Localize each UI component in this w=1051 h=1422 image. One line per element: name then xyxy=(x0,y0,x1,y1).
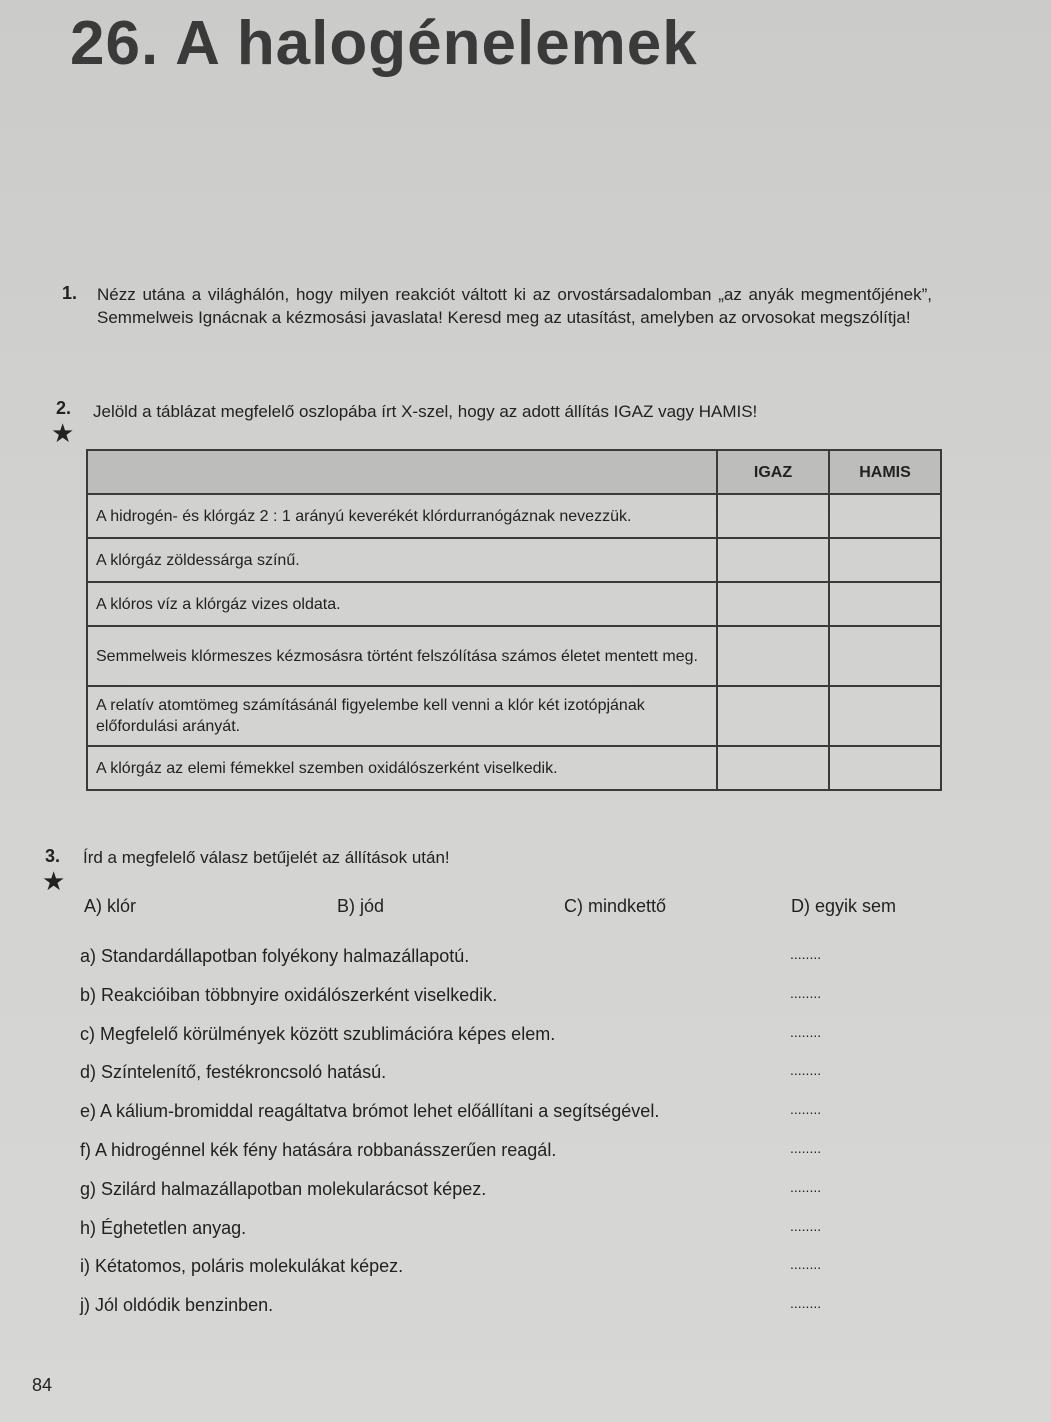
igaz-answer-cell[interactable] xyxy=(717,626,829,686)
question-3-number: 3. xyxy=(45,846,61,866)
table-row xyxy=(87,582,941,626)
star-icon: ★ xyxy=(42,866,66,896)
table-header-row xyxy=(87,450,941,494)
statement-text: g) Szilárd halmazállapotban molekularácsot képez. xyxy=(80,1178,487,1199)
answer-blank[interactable]: ........ xyxy=(790,984,822,1001)
page-number: 84 xyxy=(32,1375,53,1395)
table-header-hamis: HAMIS xyxy=(829,450,941,494)
igaz-answer-cell[interactable] xyxy=(717,582,829,626)
hamis-answer-cell[interactable] xyxy=(829,582,941,626)
answer-blank[interactable]: ........ xyxy=(790,1295,822,1312)
list-item xyxy=(80,1062,860,1101)
statement-cell: A klórgáz zöldessárga színű. xyxy=(87,538,717,582)
statement-cell: A klóros víz a klórgáz vizes oldata. xyxy=(87,582,717,626)
hamis-answer-cell[interactable] xyxy=(829,494,941,538)
list-item xyxy=(80,1024,860,1063)
statement-text: c) Megfelelő körülmények között szublimációra képes elem. xyxy=(80,1023,556,1044)
list-item xyxy=(80,1179,860,1218)
answer-blank[interactable]: ........ xyxy=(790,1062,822,1079)
table-header-igaz: IGAZ xyxy=(717,450,829,494)
hamis-answer-cell[interactable] xyxy=(829,538,941,582)
igaz-answer-cell[interactable] xyxy=(717,686,829,746)
question-1-number: 1. xyxy=(62,283,78,303)
question-2-number: 2. xyxy=(56,398,72,418)
answer-blank[interactable]: ........ xyxy=(790,1178,822,1195)
list-item xyxy=(80,1218,860,1257)
table-row xyxy=(87,626,941,686)
list-item xyxy=(80,1140,860,1179)
option-a: A) klór xyxy=(84,896,137,916)
igaz-answer-cell[interactable] xyxy=(717,538,829,582)
option-c: C) mindkettő xyxy=(564,896,667,916)
answer-blank[interactable]: ........ xyxy=(790,1023,822,1040)
hamis-answer-cell[interactable] xyxy=(829,626,941,686)
statement-text: e) A kálium-bromiddal reagáltatva brómot lehet előállítani a segítségével. xyxy=(80,1101,660,1122)
list-item xyxy=(80,985,860,1024)
answer-blank[interactable]: ........ xyxy=(790,1217,822,1234)
answer-blank[interactable]: ........ xyxy=(790,946,822,962)
statement-cell: A klórgáz az elemi fémekkel szemben oxidálószerként viselkedik. xyxy=(87,746,717,790)
answer-blank[interactable]: ........ xyxy=(790,1101,822,1118)
table-row xyxy=(87,686,941,746)
statement-list xyxy=(80,946,860,1334)
answer-blank[interactable]: ........ xyxy=(790,1139,822,1156)
question-3-text: Írd a megfelelő válasz betűjelét az állítások után! xyxy=(83,848,450,867)
true-false-table xyxy=(86,449,942,791)
question-2-text: Jelöld a táblázat megfelelő oszlopába írt X-szel, hogy az adott állítás IGAZ vagy HAMIS! xyxy=(93,402,758,421)
list-item xyxy=(80,1295,860,1334)
statement-text: f) A hidrogénnel kék fény hatására robbanásszerűen reagál. xyxy=(80,1139,557,1160)
igaz-answer-cell[interactable] xyxy=(717,746,829,790)
list-item xyxy=(80,1101,860,1140)
statement-cell: A hidrogén- és klórgáz 2 : 1 arányú keverékét klórdurranógáznak nevezzük. xyxy=(87,494,717,538)
list-item xyxy=(80,1256,860,1295)
page-title: 26. A halogénelemek xyxy=(70,9,698,78)
option-d: D) egyik sem xyxy=(791,896,897,916)
table-row xyxy=(87,538,941,582)
statement-cell: Semmelweis klórmeszes kézmosásra történt felszólítása számos életet mentett meg. xyxy=(87,626,717,686)
option-b: B) jód xyxy=(337,896,385,916)
table-row xyxy=(87,746,941,790)
igaz-answer-cell[interactable] xyxy=(717,494,829,538)
list-item xyxy=(80,946,860,985)
statement-text: h) Éghetetlen anyag. xyxy=(80,1217,247,1238)
hamis-answer-cell[interactable] xyxy=(829,746,941,790)
table-header-statement xyxy=(87,450,717,494)
answer-blank[interactable]: ........ xyxy=(790,1256,822,1273)
statement-text: d) Színtelenítő, festékroncsoló hatású. xyxy=(80,1062,387,1083)
hamis-answer-cell[interactable] xyxy=(829,686,941,746)
statement-text: i) Kétatomos, poláris molekulákat képez. xyxy=(80,1256,404,1277)
statement-text: a) Standardállapotban folyékony halmazállapotú. xyxy=(80,946,470,966)
statement-text: b) Reakcióiban többnyire oxidálószerként viselkedik. xyxy=(80,984,498,1005)
question-1-text: Nézz utána a világhálón, hogy milyen reakciót váltott ki az orvostársadalomban „az anyák megmentőjének”, Semmelweis Ignácnak a kézmosási javaslata! Keresd meg az utasítást, amelyben az orvosokat megszólítja! xyxy=(97,285,932,327)
table-row xyxy=(87,494,941,538)
star-icon: ★ xyxy=(51,418,75,448)
statement-text: j) Jól oldódik benzinben. xyxy=(80,1295,274,1316)
statement-cell: A relatív atomtömeg számításánál figyelembe kell venni a klór két izotópjának előfordulási arányát. xyxy=(87,686,717,746)
